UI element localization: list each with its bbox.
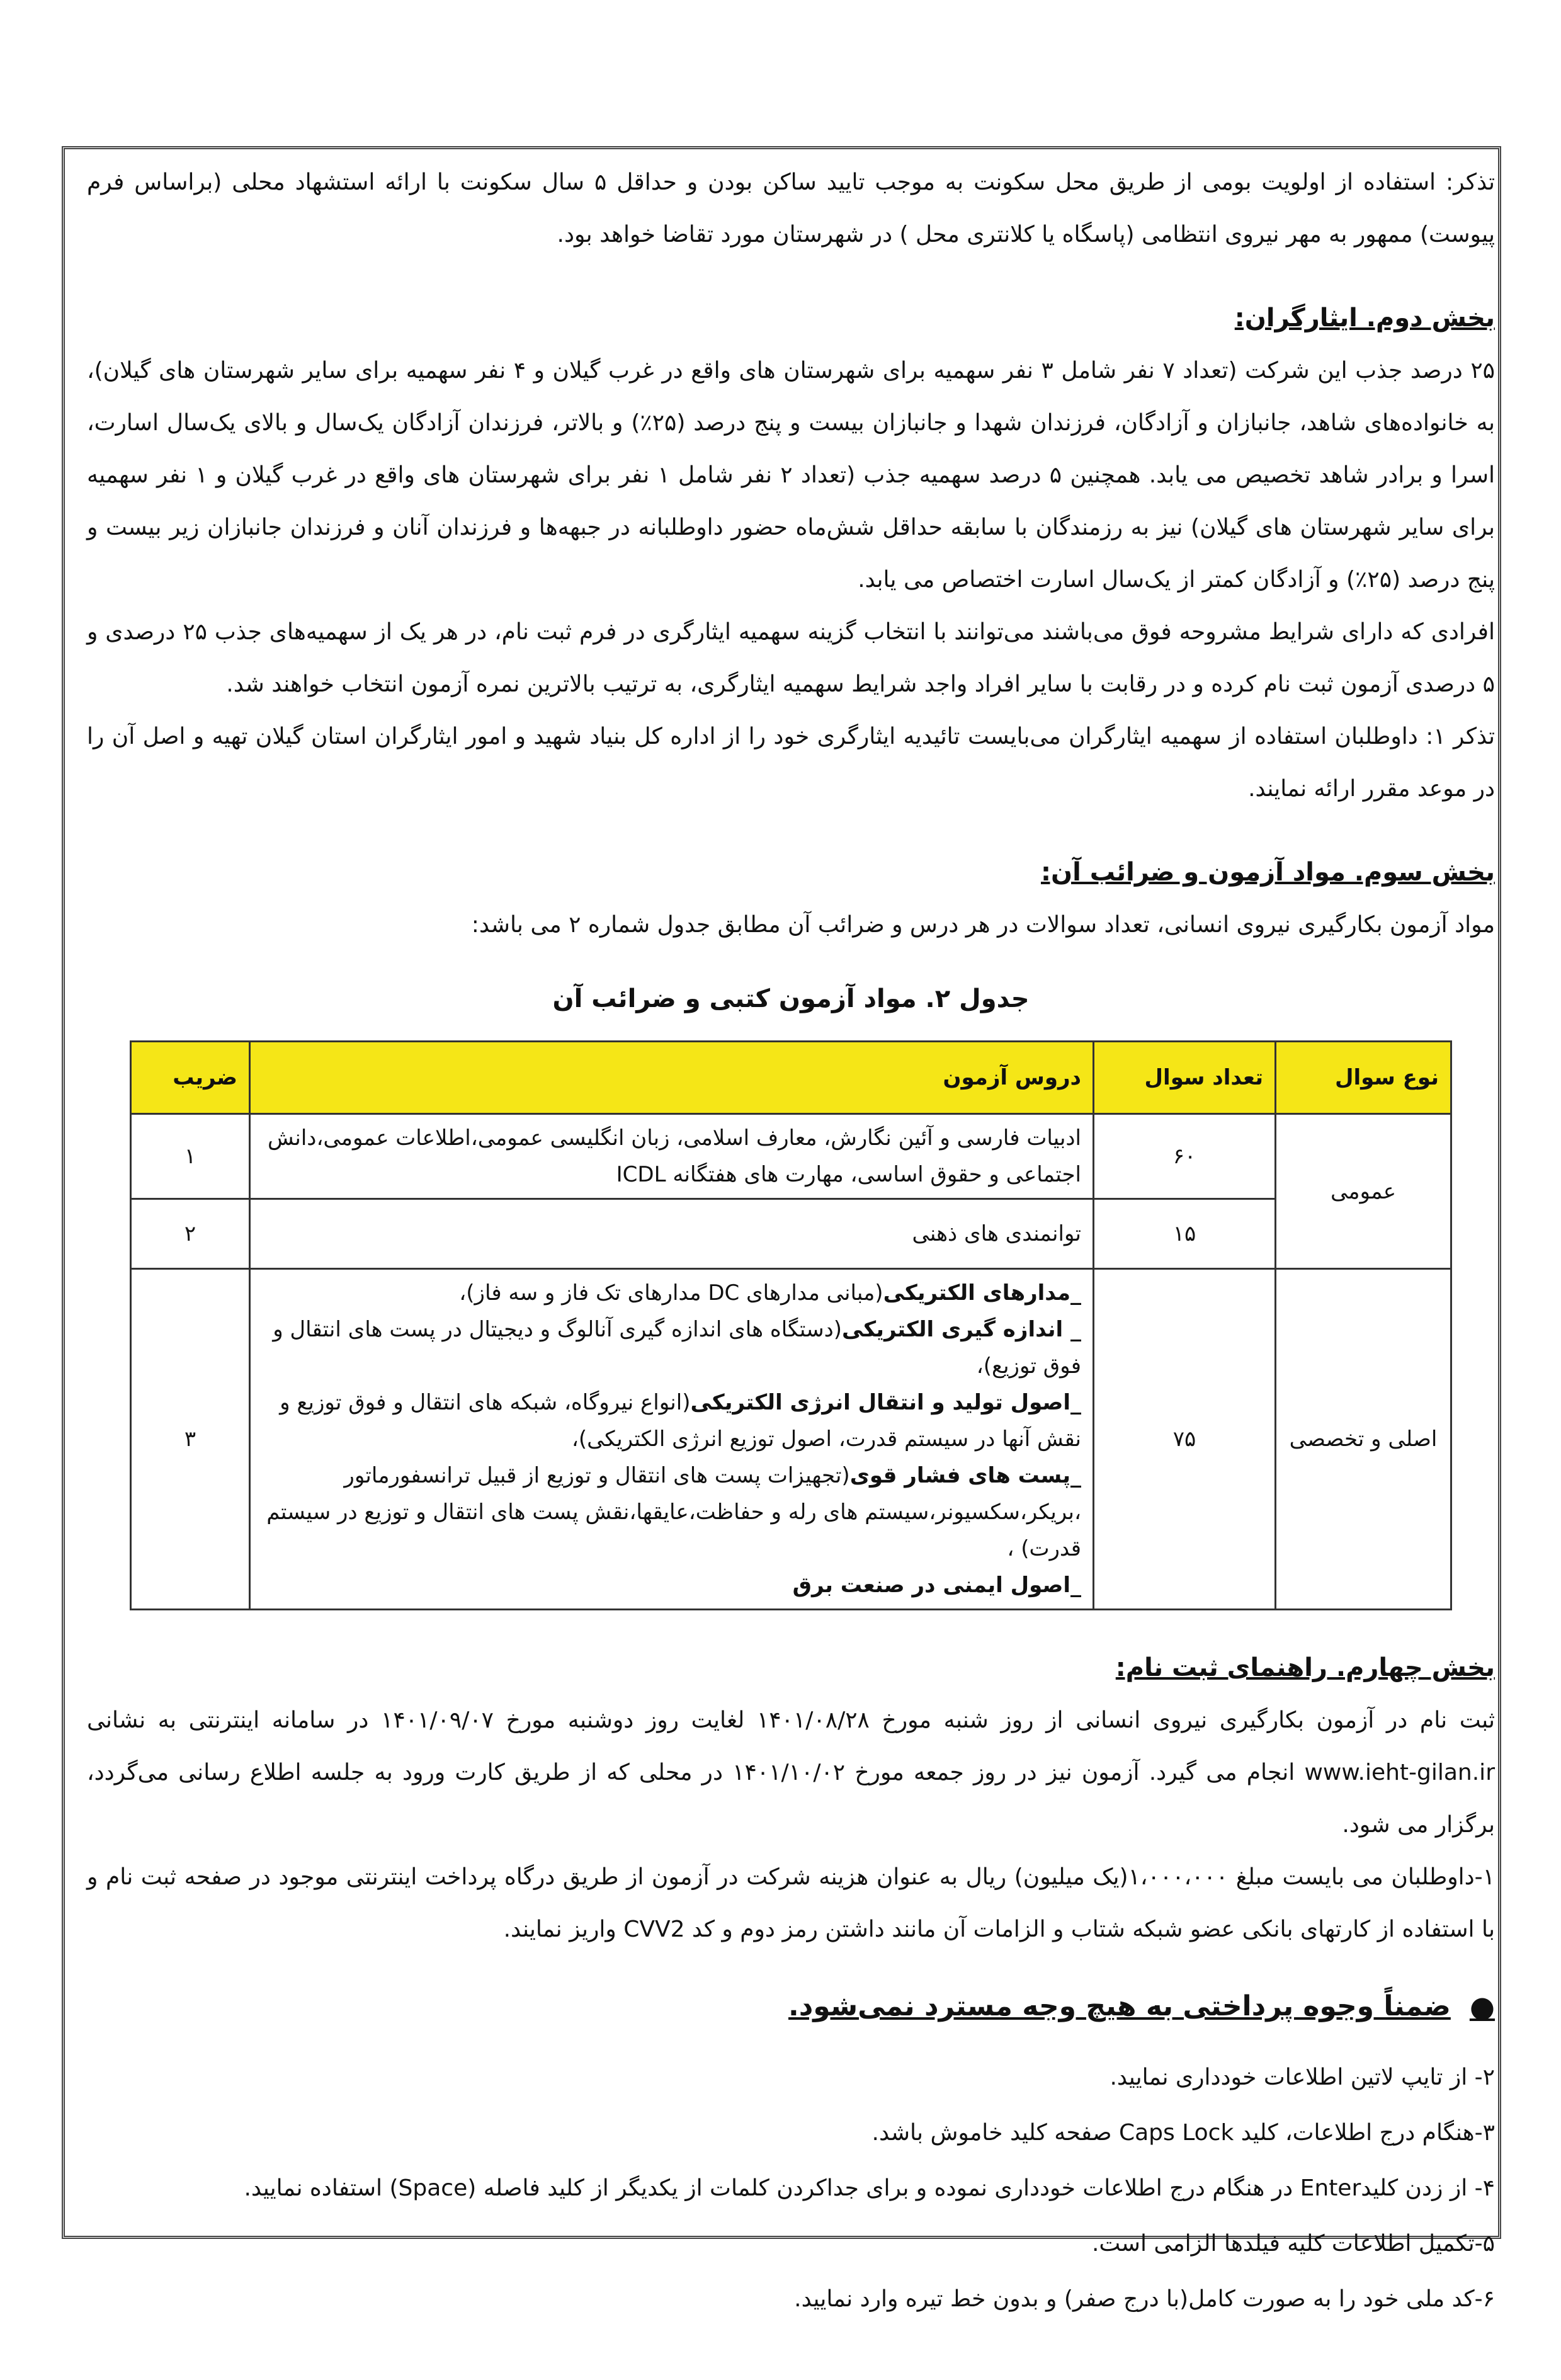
table-row	[131, 1199, 1451, 1269]
coefficient-cell: ۲	[131, 1199, 250, 1269]
residence-note: تذکر: استفاده از اولویت بومی از طریق محل سکونت به موجب تایید ساکن بودن و حداقل ۵ سال سکونت با ارائه استشهاد محلی (براساس فرم پیوست) ممهور به مهر نیروی انتظامی (پاسگاه یا کلانتری محل ) در شهرستان مورد تقاضا خواهد بود.	[87, 169, 1495, 248]
instruction-item: ۳-هنگام درج اطلاعات، کلید Caps Lock صفحه کلید خاموش باشد.	[871, 2120, 1495, 2146]
document-body	[87, 156, 1495, 2327]
subject-item: _اصول تولید و انتقال انرژی الکتریکی(انواع نیروگاه، شبکه های انتقال و فوق توزیع و نقش آنها در سیستم قدرت، اصول توزیع انرژی الکتریکی)،	[280, 1390, 1081, 1452]
section2-note: تذکر ۱: داوطلبان استفاده از سهمیه ایثارگران می‌بایست تائیدیه ایثارگری خود را از اداره کل بنیاد شهید و امور ایثارگران استان گیلان تهیه و اصل آن را در موعد مقرر ارائه نمایند.	[87, 724, 1495, 802]
instruction-item: ۴- از زدن کلیدEnter در هنگام درج اطلاعات خودداری نموده و برای جداکردن کلمات از یکدیگر از کلید فاصله (Space) استفاده نمایید.	[244, 2175, 1495, 2201]
instruction-item: ۶-کد ملی خود را به صورت کامل(با درج صفر) و بدون خط تیره وارد نمایید.	[794, 2286, 1495, 2312]
table-row	[131, 1114, 1451, 1199]
no-refund-notice	[87, 1978, 1495, 2035]
subject-item: _پست های فشار قوی(تجهیزات پست های انتقال و توزیع از قبیل ترانسفورماتور ،بریکر،سکسیونر،سیستم های رله و حفاظت،عایقها،نقش پست های انتقال و توزیع در سیستم قدرت) ،	[266, 1463, 1081, 1561]
instruction-item: ۲- از تایپ لاتین اطلاعات خودداری نمایید.	[1110, 2064, 1495, 2090]
table-header-row	[131, 1042, 1451, 1114]
subject-item: _مدارهای الکتریکی(مبانی مدارهای DC مدارهای تک فاز و سه فاز)،	[459, 1280, 1081, 1306]
payment-info: ۱-داوطلبان می بایست مبلغ ۱،۰۰۰،۰۰۰(یک میلیون) ریال به عنوان هزینه شرکت در آزمون از طریق درگاه پرداخت اینترنتی موجود در صفحه ثبت نام و با استفاده از کارتهای بانکی عضو شبکه شتاب و الزامات آن مانند داشتن رمز دوم و کد CVV2 واریز نمایند.	[87, 1864, 1495, 1942]
registration-info: ثبت نام در آزمون بکارگیری نیروی انسانی از روز شنبه مورخ ۱۴۰۱/۰۸/۲۸ لغایت روز دوشنبه مورخ ۱۴۰۱/۰۹/۰۷ در سامانه اینترنتی به نشانی www.ieht-gilan.ir انجام می گیرد. آزمون نیز در روز جمعه مورخ ۱۴۰۱/۱۰/۰۲ در محلی که از طریق کارت ورود به جلسه اطلاع رسانی می‌گردد، برگزار می شود.	[87, 1707, 1496, 1838]
general-type-cell: عمومی	[1276, 1114, 1451, 1269]
subjects-cell: ادبیات فارسی و آئین نگارش، معارف اسلامی، زبان انگلیسی عمومی،اطلاعات عمومی،دانش اجتماعی و حقوق اساسی، مهارت های هفتگانه ICDL	[250, 1114, 1094, 1199]
header-subjects: دروس آزمون	[250, 1042, 1094, 1114]
bullet-icon: ●	[1469, 1990, 1495, 2024]
section4-title: بخش چهارم. راهنمای ثبت نام:	[1115, 1653, 1495, 1682]
coefficient-cell: ۱	[131, 1114, 250, 1199]
count-cell: ۷۵	[1094, 1269, 1276, 1610]
count-cell: ۱۵	[1094, 1199, 1276, 1269]
subjects-cell	[250, 1269, 1094, 1610]
header-coefficient: ضریب	[131, 1042, 250, 1114]
section3-intro: مواد آزمون بکارگیری نیروی انسانی، تعداد سوالات در هر درس و ضرائب آن مطابق جدول شماره ۲ می باشد:	[471, 912, 1495, 938]
header-question-type: نوع سوال	[1276, 1042, 1451, 1114]
specialized-type-cell: اصلی و تخصصی	[1276, 1269, 1451, 1610]
exam-subjects-table	[130, 1040, 1452, 1610]
section2-title: بخش دوم. ایثارگران:	[1234, 304, 1495, 333]
instruction-item: ۵-تکمیل اطلاعات کلیه فیلدها الزامی است.	[1091, 2231, 1495, 2257]
section2-para1: ۲۵ درصد جذب این شرکت (تعداد ۷ نفر شامل ۳ نفر سهمیه برای شهرستان های واقع در غرب گیلان و ۴ نفر سهمیه برای سایر شهرستان های گیلان)، به خانواده‌های شاهد، جانبازان و آزادگان، فرزندان شهدا و جانبازان بیست و پنج درصد (۲۵٪) و بالاتر، فرزندان آزادگان یک‌سال و بالای یک‌سال اسارت، اسرا و برادر شاهد تخصیص می یابد. همچنین ۵ درصد سهمیه جذب (تعداد ۲ نفر شامل ۱ نفر برای شهرستان های واقع در غرب گیلان و ۱ نفر سهمیه برای سایر شهرستان های گیلان) نیز به رزمندگان با سابقه حداقل شش‌ماه حضور داوطلبانه در جبهه‌ها و فرزندان آنان و فرزندان جانبازان زیر بیست و پنج درصد (۲۵٪) و آزادگان کمتر از یک‌سال اسارت اختصاص می یابد.	[87, 358, 1496, 593]
table-row	[131, 1269, 1451, 1610]
no-refund-text: ضمناً وجوه پرداختی به هیچ وجه مسترد نمی‌شود.	[788, 1990, 1451, 2022]
coefficient-cell: ۳	[131, 1269, 250, 1610]
subjects-cell: توانمندی های ذهنی	[250, 1199, 1094, 1269]
table-title: جدول ۲. مواد آزمون کتبی و ضرائب آن	[552, 984, 1030, 1013]
subject-item: _اصول ایمنی در صنعت برق	[792, 1573, 1081, 1598]
section2-para2: افرادی که دارای شرایط مشروحه فوق می‌باشند می‌توانند با انتخاب گزینه سهمیه ایثارگری در فرم ثبت نام، در هر یک از سهمیه‌های جذب ۲۵ درصدی و ۵ درصدی آزمون ثبت نام کرده و در رقابت با سایر افراد واجد شرایط سهمیه ایثارگری، به ترتیب بالاترین نمره آزمون انتخاب خواهند شد.	[87, 619, 1495, 697]
count-cell: ۶۰	[1094, 1114, 1276, 1199]
section3-title: بخش سوم. مواد آزمون و ضرائب آن:	[1041, 858, 1495, 887]
subject-item: _ اندازه گیری الکتریکی(دستگاه های اندازه گیری آنالوگ و دیجیتال در پست های انتقال و فوق توزیع)،	[273, 1317, 1081, 1379]
header-question-count: تعداد سوال	[1094, 1042, 1276, 1114]
